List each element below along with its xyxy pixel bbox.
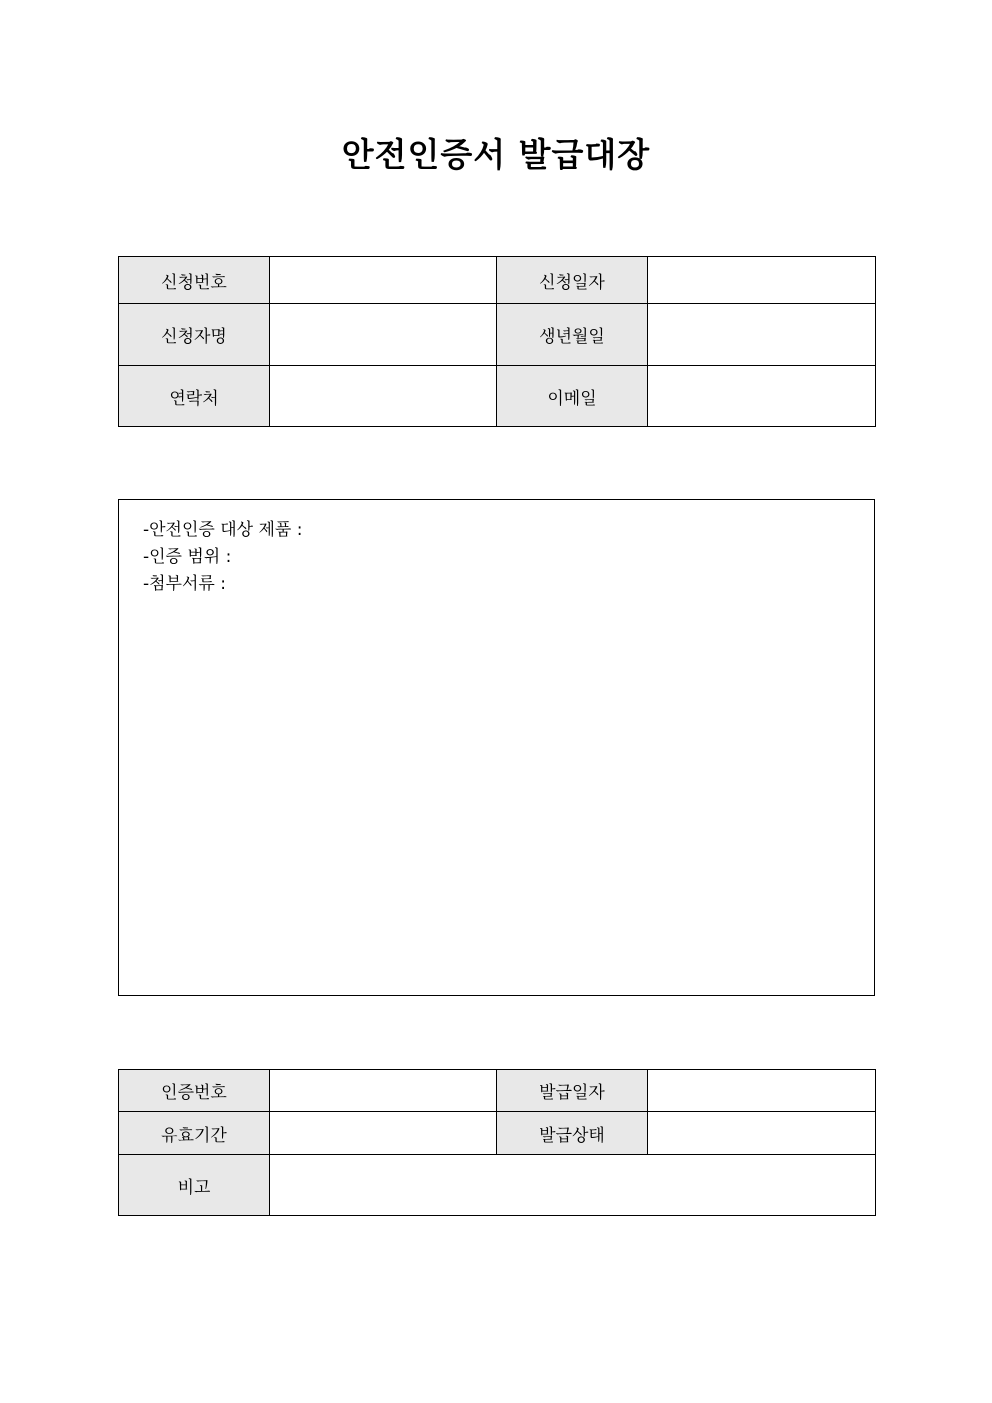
certificate-number-label: 인증번호 [119, 1070, 270, 1112]
email-label: 이메일 [497, 366, 648, 427]
remarks-field[interactable] [270, 1155, 876, 1216]
issue-status-label: 발급상태 [497, 1112, 648, 1155]
certification-details-box[interactable] [118, 499, 875, 996]
birth-date-field[interactable] [648, 304, 876, 366]
contact-field[interactable] [270, 366, 497, 427]
page-title: 안전인증서 발급대장 [341, 135, 651, 174]
application-number-field[interactable] [270, 257, 497, 304]
birth-date-label: 생년월일 [497, 304, 648, 366]
email-field[interactable] [648, 366, 876, 427]
validity-period-label: 유효기간 [119, 1112, 270, 1155]
certificate-number-field[interactable] [270, 1070, 497, 1112]
product-line: -안전인증 대상 제품 : [143, 520, 303, 540]
issue-info-table [118, 1069, 876, 1216]
applicant-name-field[interactable] [270, 304, 497, 366]
validity-period-field[interactable] [270, 1112, 497, 1155]
issue-status-field[interactable] [648, 1112, 876, 1155]
applicant-info-table [118, 256, 876, 427]
attachments-line: -첨부서류 : [143, 574, 226, 594]
application-number-label: 신청번호 [119, 257, 270, 304]
issue-date-field[interactable] [648, 1070, 876, 1112]
application-date-label: 신청일자 [497, 257, 648, 304]
contact-label: 연락처 [119, 366, 270, 427]
scope-line: -인증 범위 : [143, 547, 232, 567]
application-date-field[interactable] [648, 257, 876, 304]
issue-date-label: 발급일자 [497, 1070, 648, 1112]
applicant-name-label: 신청자명 [119, 304, 270, 366]
remarks-label: 비고 [119, 1155, 270, 1216]
